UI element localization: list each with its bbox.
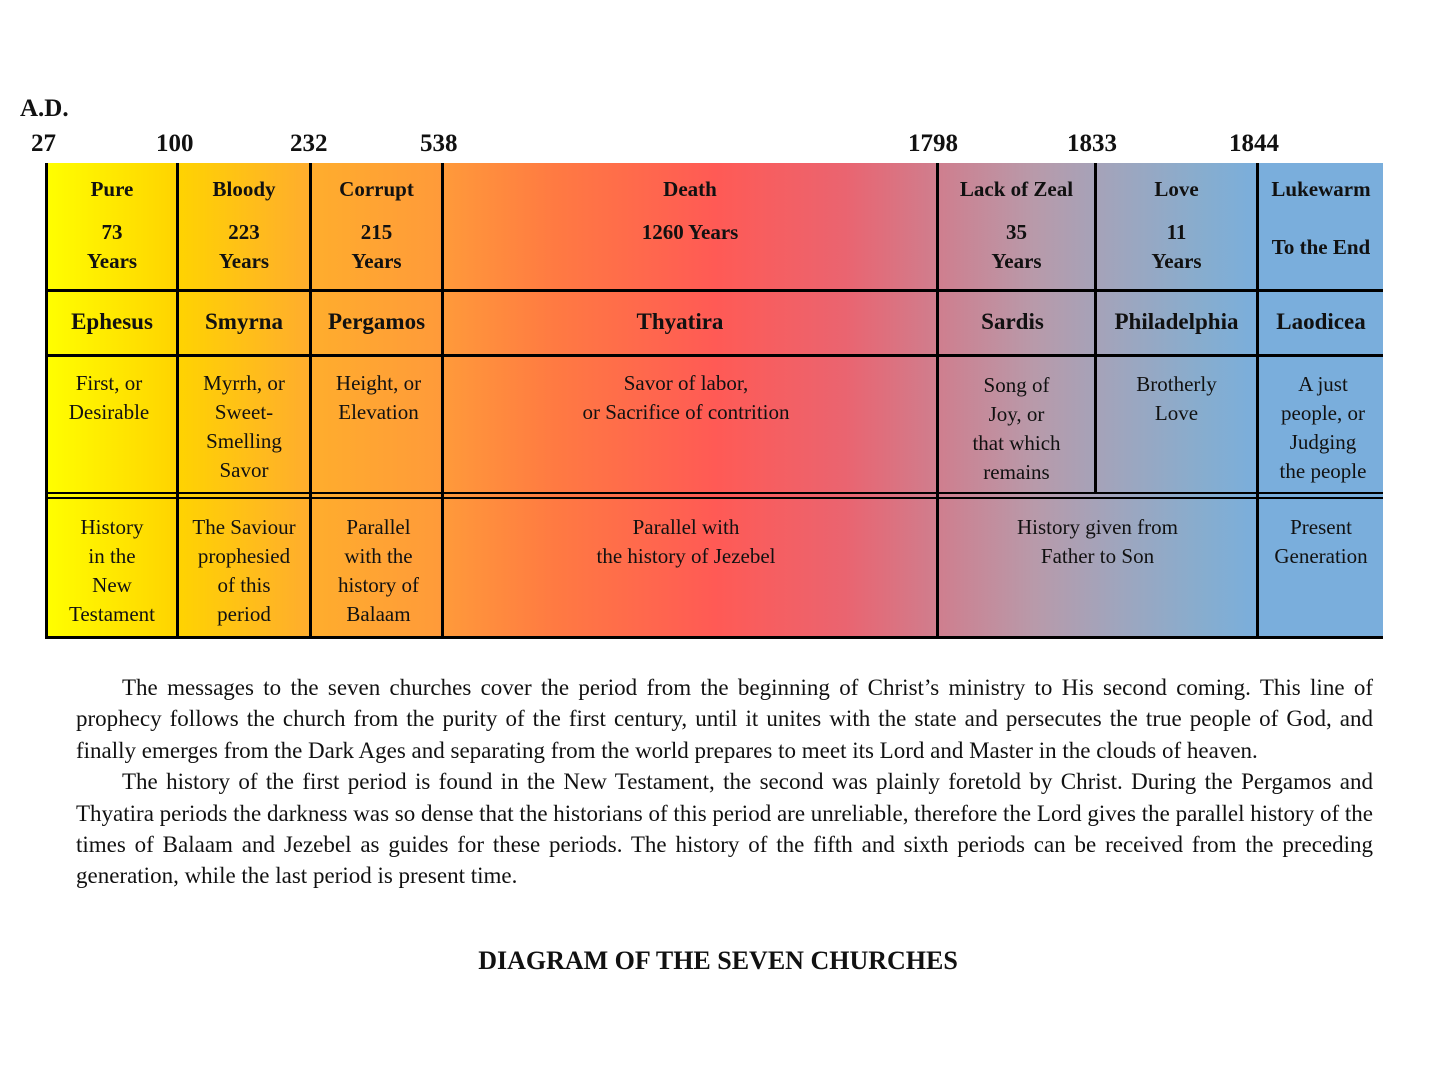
era-label: A.D.: [20, 95, 69, 122]
year-label: 1833: [1067, 130, 1117, 157]
year-label: 1844: [1229, 130, 1279, 157]
church-meaning: Savor of labor, or Sacrifice of contrition: [582, 371, 790, 424]
period-character: Pure: [90, 177, 134, 201]
period-character: Bloody: [212, 177, 276, 201]
period-duration: 215 Years: [351, 220, 402, 273]
period-history: Parallel with the history of Balaam: [337, 515, 420, 626]
church-name: Philadelphia: [1114, 309, 1239, 334]
explanatory-text: [76, 672, 1373, 892]
church-meaning: Song of Joy, or that which remains: [972, 373, 1061, 484]
period-duration: 223 Years: [218, 220, 270, 273]
divider: [45, 354, 1383, 357]
period-duration: To the End: [1271, 235, 1371, 259]
period-character: Corrupt: [339, 177, 414, 201]
period-duration: 35 Years: [991, 220, 1042, 273]
paragraph: The messages to the seven churches cover the period from the beginning of Christ’s ministry to His second coming. This line of prophecy follows the church from the purity of the first century, until it unites with the state and persecutes the true people of God, and finally emerges from the Dark Ages and separating from the world prepares to meet its Lord and Master in the clouds of heaven.: [76, 675, 1373, 763]
diagram-caption: DIAGRAM OF THE SEVEN CHURCHES: [478, 946, 958, 975]
period-duration: 1260 Years: [641, 220, 739, 244]
period-history: Parallel with the history of Jezebel: [596, 515, 776, 568]
year-label: 100: [156, 130, 194, 157]
period-character: Lack of Zeal: [959, 177, 1074, 201]
year-label: 232: [290, 130, 328, 157]
period-character: Lukewarm: [1271, 177, 1371, 201]
year-label: 538: [420, 130, 458, 157]
church-name: Pergamos: [327, 309, 426, 334]
period-duration: 73 Years: [86, 220, 138, 273]
divider: [45, 492, 1383, 494]
church-meaning: First, or Desirable: [68, 371, 150, 424]
church-meaning: Brotherly Love: [1136, 372, 1217, 425]
church-meaning: A just people, or Judging the people: [1279, 372, 1367, 483]
divider: [45, 497, 1383, 499]
year-label: 1798: [908, 130, 958, 157]
church-name: Ephesus: [71, 309, 153, 334]
period-history: Present Generation: [1274, 515, 1368, 568]
period-history: History in the New Testament: [69, 515, 155, 626]
year-label: 27: [31, 130, 56, 157]
church-name: Laodicea: [1276, 309, 1366, 334]
divider: [45, 289, 1383, 292]
church-meaning: Height, or Elevation: [335, 371, 422, 424]
church-name: Thyatira: [636, 309, 724, 334]
period-history: The Saviour prophesied of this period: [192, 515, 296, 626]
period-history: History given from Father to Son: [1017, 515, 1178, 568]
period-character: Death: [663, 177, 717, 201]
church-meaning: Myrrh, or Sweet- Smelling Savor: [203, 371, 285, 482]
period-character: Love: [1154, 177, 1199, 201]
period-duration: 11 Years: [1151, 220, 1202, 273]
church-name: Smyrna: [205, 309, 283, 334]
church-name: Sardis: [981, 309, 1044, 334]
seven-churches-diagram: [45, 163, 1383, 639]
divider: [45, 636, 1383, 639]
paragraph: The history of the first period is found in the New Testament, the second was plainly foretold by Christ. During the Pergamos and Thyatira periods the darkness was so dense that the historians of this period are unreliable, therefore the Lord gives the parallel history of the times of Balaam and Jezebel as guides for these periods. The history of the fifth and sixth periods can be received from the preceding generation, while the last period is present time.: [76, 769, 1373, 889]
